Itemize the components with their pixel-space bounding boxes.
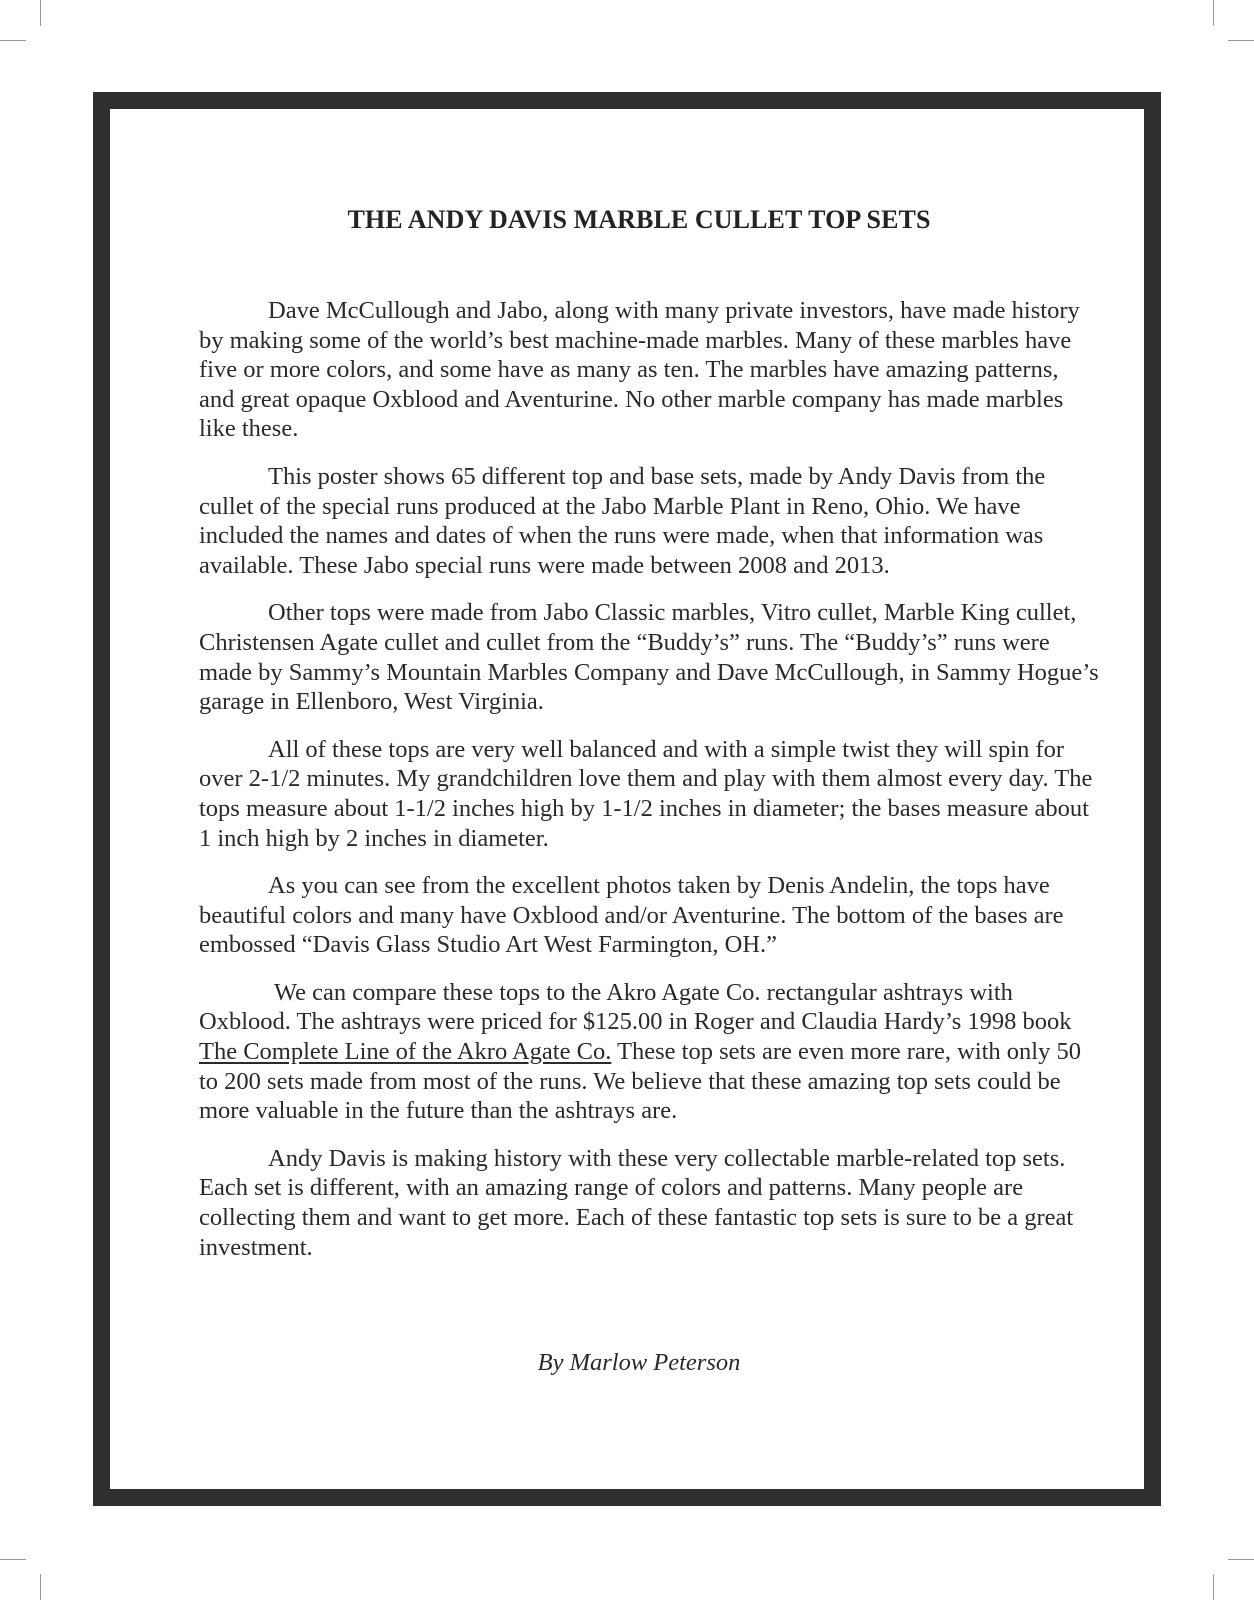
paragraph-6-text-before: We can compare these tops to the Akro Agate Co. rectangular ashtrays with Oxblood. The ashtrays were priced for $125.00 in Roger and Claudia Hardy’s 1998 book [199,978,1072,1036]
crop-mark-top-right-horizontal [1228,40,1254,41]
crop-mark-top-left-horizontal [0,40,26,41]
paragraph-1: Dave McCullough and Jabo, along with many private investors, have made history by making some of the world’s best machine-made marbles. Many of these marbles have five or more colors, and some have as many as ten. The marbles have amazing patterns, and great opaque Oxblood and Aventurine. No other marble company has made marbles like these. [199,297,1080,443]
crop-mark-bottom-right-horizontal [1228,1559,1254,1560]
paragraph-3: Other tops were made from Jabo Classic marbles, Vitro cullet, Marble King cullet, Christensen Agate cullet and cullet from the “Buddy’s” runs. The “Buddy’s” runs were made by Sammy’s Mountain Marbles Company and Dave McCullough, in Sammy Hogue’s garage in Ellenboro, West Virginia. [199,599,1099,716]
crop-mark-bottom-left-vertical [40,1574,41,1600]
page-title: THE ANDY DAVIS MARBLE CULLET TOP SETS [347,205,931,234]
paragraph-6-text-after: These top sets are even more rare, with only 50 to 200 sets made from most of the runs. We believe that these amazing top sets could be more valuable in the future than the ashtrays are. [199,1038,1081,1125]
paragraph-5: As you can see from the excellent photos taken by Denis Andelin, the tops have beautiful colors and many have Oxblood and/or Aventurine. The bottom of the bases are embossed “Davis Glass Studio Art West Farmington, OH.” [199,872,1064,959]
page-frame [93,92,1161,1506]
paragraph-6 [199,978,1099,1126]
crop-mark-top-right-vertical [1213,0,1214,26]
author-byline: By Marlow Peterson [537,1349,741,1376]
paragraph-2: This poster shows 65 different top and base sets, made by Andy Davis from the cullet of the special runs produced at the Jabo Marble Plant in Reno, Ohio. We have included the names and dates of when the runs were made, when that information was available. These Jabo special runs were made between 2008 and 2013. [199,462,1046,579]
crop-mark-bottom-left-horizontal [0,1559,26,1560]
crop-mark-bottom-right-vertical [1213,1574,1214,1600]
crop-mark-top-left-vertical [40,0,41,26]
book-title: The Complete Line of the Akro Agate Co. [199,1038,612,1066]
paragraph-7: Andy Davis is making history with these very collectable marble-related top sets. Each set is different, with an amazing range of colors and patterns. Many people are collecting them and want to get more. Each of these fantastic top sets is sure to be a great investment. [199,1144,1074,1261]
article-body [199,296,1099,1280]
paragraph-4: All of these tops are very well balanced and with a simple twist they will spin for over 2-1/2 minutes. My grandchildren love them and play with them almost every day. The tops measure about 1-1/2 inches high by 1-1/2 inches in diameter; the bases measure about 1 inch high by 2 inches in diameter. [199,735,1093,852]
